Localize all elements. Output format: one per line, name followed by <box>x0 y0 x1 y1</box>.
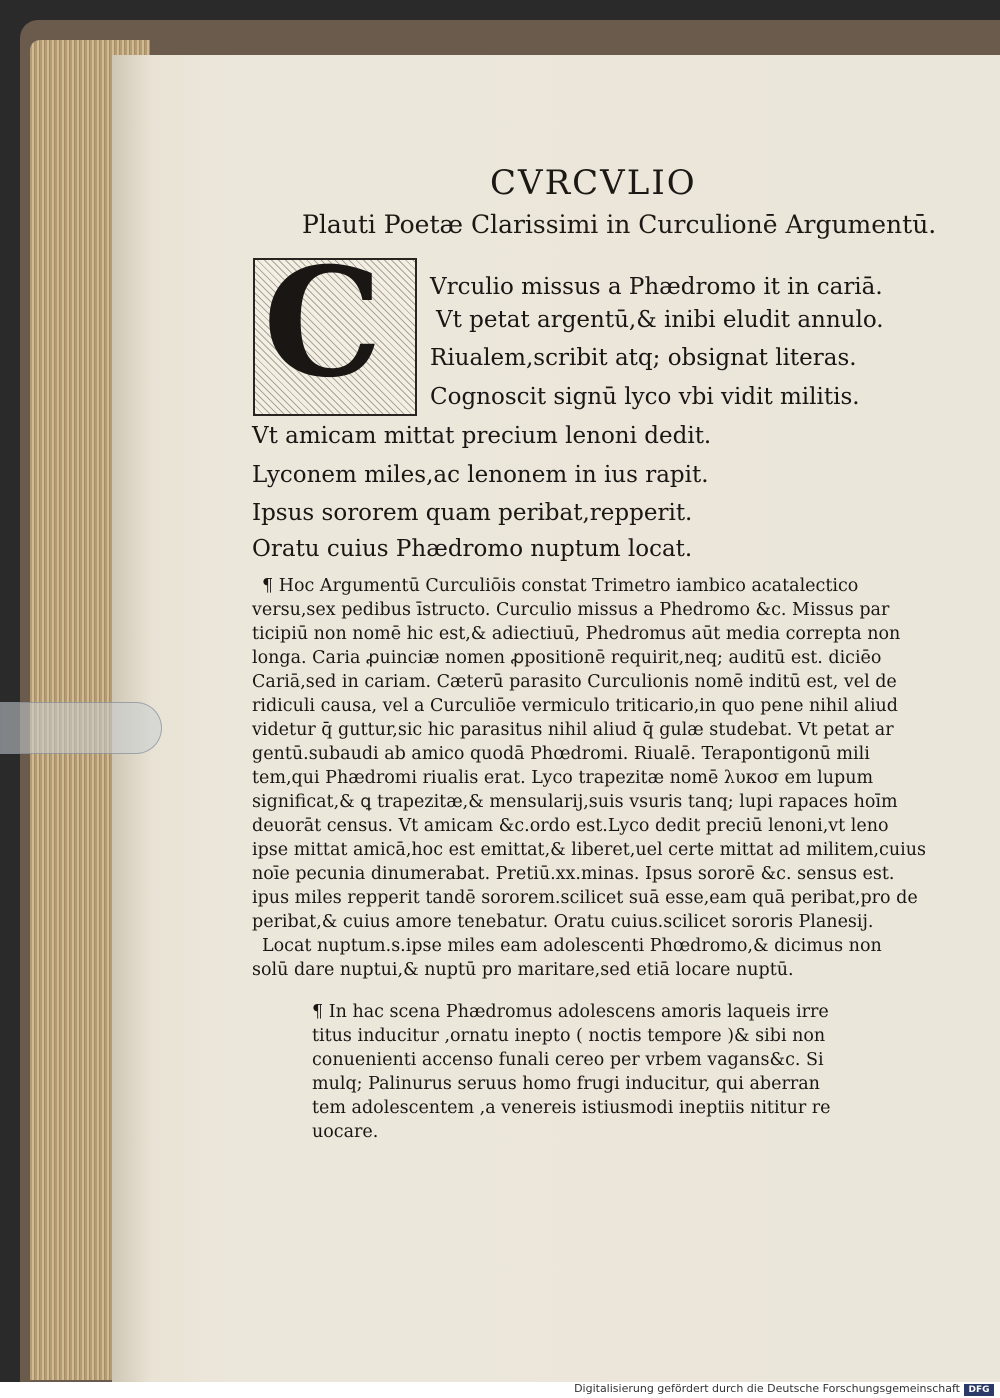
running-head: CVRCVLIO <box>490 163 697 203</box>
commentary-line: ¶ Hoc Argumentū Curculiōis constat Trimetro iambico acatalectico <box>262 576 859 596</box>
commentary-line: noīe pecunia dinumerabat. Pretiū.xx.minas. Ipsus sororē &c. sensus est. <box>252 864 895 884</box>
decorated-initial <box>253 235 417 416</box>
scene-line: tem adolescentem ,a venereis istiusmodi ineptiis nititur re <box>312 1098 831 1118</box>
commentary-line: Locat nuptum.s.ipse miles eam adolescenti Phœdromo,& dicimus non <box>262 936 882 956</box>
commentary-line: peribat,& cuius amore tenebatur. Oratu cuius.scilicet sororis Planesij. <box>252 912 874 932</box>
scene-line: mulq; Palinurus seruus homo frugi inducitur, qui aberran <box>312 1074 820 1094</box>
scene-line: uocare. <box>312 1122 379 1142</box>
commentary-line: significat,& ꝗ trapezitæ,& mensularij,suis vsuris tanq; lupi rapaces hoīm <box>252 792 898 812</box>
scene-line: conuenienti accenso funali cereo per vrbem vagans&c. Si <box>312 1050 824 1070</box>
commentary-line: gentū.subaudi ab amico quodā Phœdromi. Riualē. Terapontigonū mili <box>252 744 870 764</box>
funding-credit: Digitalisierung gefördert durch die Deutsche Forschungsgemeinschaft <box>574 1382 960 1395</box>
commentary-line: ipus miles repperit tandē sororem.scilicet suā esse,eam quā peribat,pro de <box>252 888 918 908</box>
argument-line: Lyconem miles,ac lenonem in ius rapit. <box>252 462 709 488</box>
commentary-line: videtur q̄ guttur,sic hic parasitus nihil aliud q̄ gulæ studebat. Vt petat ar <box>252 720 894 740</box>
argument-line: Vt amicam mittat precium lenoni dedit. <box>252 423 712 449</box>
argument-line: Vrculio missus a Phædromo it in cariā. <box>430 274 883 300</box>
commentary-line: ridiculi causa, vel a Curculiōe vermiculo triticario,in quo pene nihil aliud <box>252 696 899 716</box>
argument-title: Plauti Poetæ Clarissimi in Curculionē Argumentū. <box>302 210 937 239</box>
argument-line: Oratu cuius Phædromo nuptum locat. <box>252 536 693 562</box>
book-page <box>112 55 1000 1382</box>
initial-letter: C <box>263 235 383 411</box>
commentary-line: ipse mittat amicā,hoc est emittat,& liberet,uel certe mittat ad militem,cuius <box>252 840 926 860</box>
commentary-line: Cariā,sed in cariam. Cæterū parasito Curculionis nomē inditū est, vel de <box>252 672 897 692</box>
commentary-line: deuorāt census. Vt amicam &c.ordo est.Lyco dedit preciū lenoni,vt leno <box>252 816 889 836</box>
dfg-logo: DFG <box>964 1384 994 1396</box>
scene-line: titus inducitur ,ornatu inepto ( noctis tempore )& sibi non <box>312 1026 826 1046</box>
scene-line: ¶ In hac scena Phædromus adolescens amoris laqueis irre <box>312 1002 829 1022</box>
commentary-line: ticipiū non nomē hic est,& adiectiuū, Phedromus aūt media correpta non <box>252 624 901 644</box>
argument-line: Cognoscit signū lyco vbi vidit militis. <box>430 384 860 410</box>
commentary-line: solū dare nuptui,& nuptū pro maritare,sed etiā locare nuptū. <box>252 960 794 980</box>
commentary-line: longa. Caria ꝓuinciæ nomen ꝓpositionē requirit,neq; auditū est. diciēo <box>252 648 882 668</box>
commentary-line: versu,sex pedibus īstructo. Curculio missus a Phedromo &c. Missus par <box>252 600 890 620</box>
argument-line: Riualem,scribit atq; obsignat literas. <box>430 345 857 371</box>
argument-line: Ipsus sororem quam peribat,repperit. <box>252 500 693 526</box>
argument-line: Vt petat argentū,& inibi eludit annulo. <box>436 307 884 333</box>
page-marker-tab <box>0 702 162 754</box>
commentary-line: tem,qui Phædromi riualis erat. Lyco trapezitæ nomē λυκοσ em lupum <box>252 768 874 788</box>
